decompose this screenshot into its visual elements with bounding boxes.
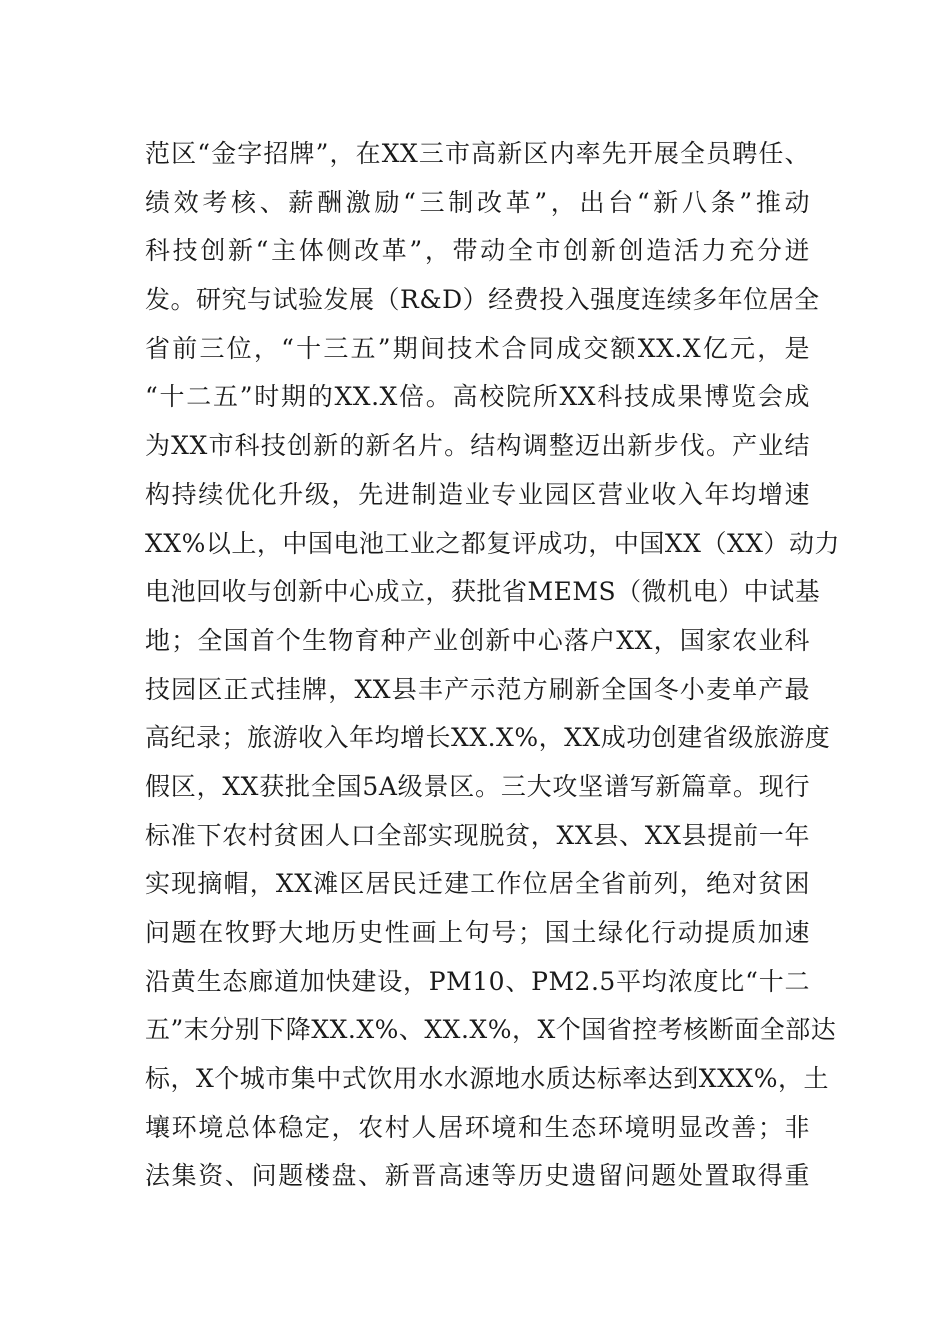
text-line: 标准下农村贫困人口全部实现脱贫，XX县、XX县提前一年	[145, 820, 810, 850]
text-line: 电池回收与创新中心成立，获批省MEMS（微机电）中试基	[145, 577, 821, 607]
text-line: 问题在牧野大地历史性画上句号；国土绿化行动提质加速	[145, 918, 810, 947]
text-line: 范区“金字招牌”，在XX三市高新区内率先开展全员聘任、	[145, 139, 810, 168]
text-line: 地；全国首个生物育种产业创新中心落户XX，国家农业科	[145, 625, 810, 655]
text-line: 技园区正式挂牌，XX县丰产示范方刷新全国冬小麦单产最	[145, 674, 810, 704]
text-line: 假区，XX获批全国5A级景区。三大攻坚谱写新篇章。现行	[145, 771, 810, 801]
text-line: 实现摘帽，XX滩区居民迁建工作位居全省前列，绝对贫困	[145, 869, 810, 899]
text-line: “十二五”时期的XX.X倍。高校院所XX科技成果博览会成	[145, 382, 810, 412]
text-line: 绩效考核、薪酬激励“三制改革”，出台“新八条”推动	[145, 187, 810, 217]
text-line: 壤环境总体稳定，农村人居环境和生态环境明显改善；非	[145, 1112, 810, 1142]
text-line: 五”末分别下降XX.X%、XX.X%，X个国省控考核断面全部达	[145, 1015, 837, 1045]
text-line: 科技创新“主体侧改革”，带动全市创新创造活力充分迸	[145, 236, 810, 266]
body-text	[145, 130, 841, 1201]
text-line: 构持续优化升级，先进制造业专业园区营业收入年均增速	[145, 479, 810, 509]
text-line: 沿黄生态廊道加快建设，PM10、PM2.5平均浓度比“十二	[145, 966, 810, 996]
text-line: 法集资、问题楼盘、新晋高速等历史遗留问题处置取得重	[145, 1161, 810, 1191]
text-line: 高纪录；旅游收入年均增长XX.X%，XX成功创建省级旅游度	[145, 723, 831, 753]
text-line: 发。研究与试验发展（R&D）经费投入强度连续多年位居全	[145, 285, 820, 315]
text-line: XX%以上，中国电池工业之都复评成功，中国XX（XX）动力	[145, 528, 841, 558]
text-line: 为XX市科技创新的新名片。结构调整迈出新步伐。产业结	[145, 431, 810, 461]
text-line: 标，X个城市集中式饮用水水源地水质达标率达到XXX%，土	[145, 1064, 829, 1094]
text-line: 省前三位，“十三五”期间技术合同成交额XX.X亿元，是	[145, 333, 810, 363]
